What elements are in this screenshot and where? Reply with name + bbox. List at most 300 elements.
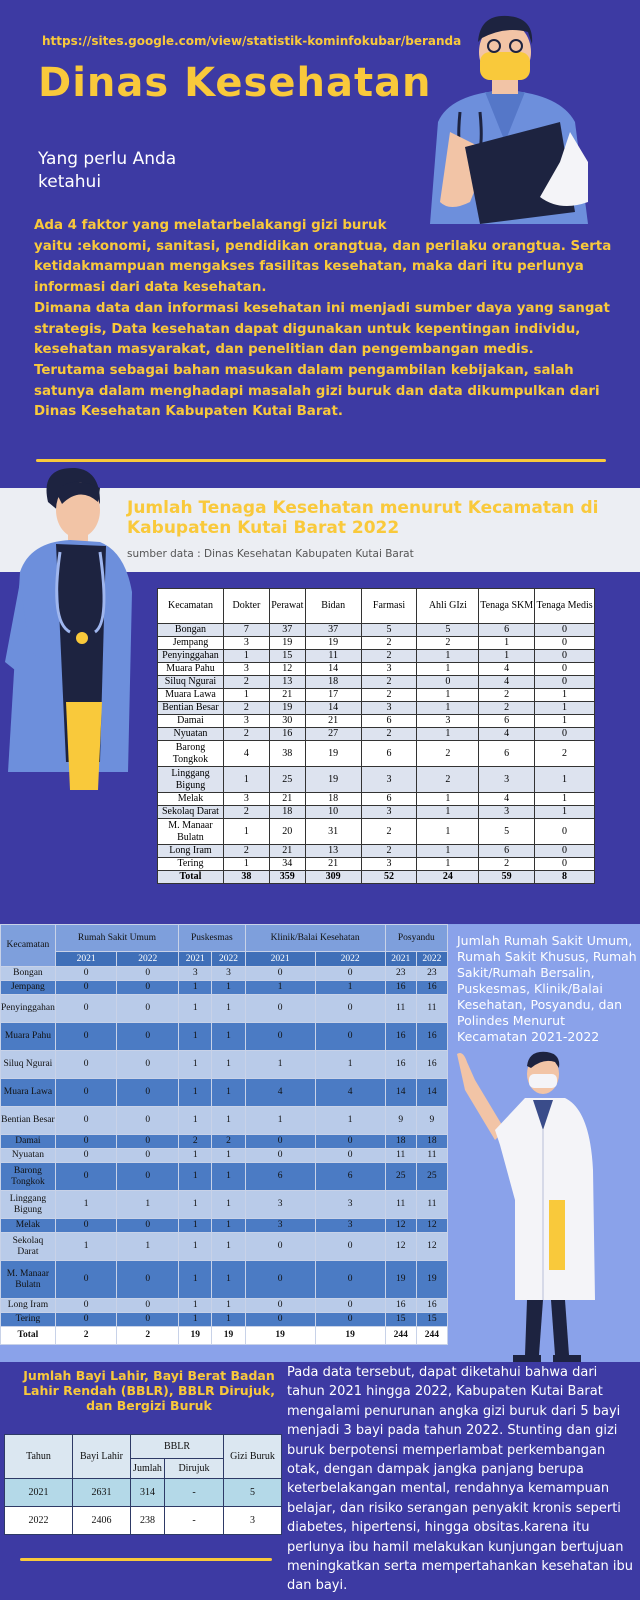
col-header: Jumlah (131, 1459, 165, 1479)
table-cell: 25 (416, 1163, 447, 1191)
table-cell: 0 (117, 1135, 179, 1149)
table-cell: 12 (385, 1233, 416, 1261)
row-label-cell: Sekolaq Darat (1, 1233, 56, 1261)
table-cell: 16 (385, 1051, 416, 1079)
table-cell: 2 (535, 741, 595, 767)
table-cell: 14 (305, 702, 361, 715)
table-row (158, 845, 595, 858)
table-cell: 3 (315, 1191, 385, 1219)
table-row (158, 715, 595, 728)
table-cell: 0 (315, 1261, 385, 1299)
table-cell: 2 (417, 637, 479, 650)
table-cell: 1 (417, 728, 479, 741)
fasilitas-caption: Jumlah Rumah Sakit Umum, Rumah Sakit Khusus, Rumah Sakit/Rumah Bersalin, Puskesmas, Klinik/Balai Kesehatan, Posyandu, dan Polindes Menurut Kecamatan 2021-2022 (457, 933, 637, 1044)
table-cell: 16 (416, 981, 447, 995)
table-cell: 2 (223, 702, 269, 715)
col-header: Tenaga Medis (535, 589, 595, 624)
table-cell: 1 (212, 1299, 245, 1313)
table-cell: 3 (223, 663, 269, 676)
table-cell: 2 (361, 728, 417, 741)
table-cell: 4 (479, 728, 535, 741)
total-cell: 59 (479, 871, 535, 884)
table-cell: 18 (305, 793, 361, 806)
table-cell: 27 (305, 728, 361, 741)
table-cell: 6 (315, 1163, 385, 1191)
table-cell: 0 (55, 981, 117, 995)
row-label-cell: Nyuatan (158, 728, 224, 741)
row-label-cell: Tering (158, 858, 224, 871)
table-cell: 19 (416, 1261, 447, 1299)
total-cell: 8 (535, 871, 595, 884)
table-cell: 2 (223, 676, 269, 689)
table-cell: 16 (416, 1051, 447, 1079)
table-cell: 0 (535, 650, 595, 663)
table-cell: 0 (245, 1313, 315, 1327)
table-cell: 3 (315, 1219, 385, 1233)
row-label-cell: Sekolaq Darat (158, 806, 224, 819)
table-cell: 0 (535, 858, 595, 871)
table-row (158, 793, 595, 806)
row-label-cell: M. Manaar Bulatn (158, 819, 224, 845)
table-cell: 5 (417, 624, 479, 637)
table-cell: 2 (361, 637, 417, 650)
table-cell: 0 (245, 967, 315, 981)
col-header: Dirujuk (165, 1459, 224, 1479)
table-total-row (1, 1327, 448, 1345)
row-label-cell: Long Iram (1, 1299, 56, 1313)
table-cell: 11 (416, 995, 447, 1023)
table-cell: 0 (117, 1163, 179, 1191)
table-cell: 6 (245, 1163, 315, 1191)
table-cell: 21 (269, 845, 305, 858)
total-cell: 19 (315, 1327, 385, 1345)
table-header-row (5, 1435, 282, 1459)
table-cell: 14 (385, 1079, 416, 1107)
table-cell: 2631 (73, 1479, 131, 1507)
table-cell: 38 (269, 741, 305, 767)
table-cell: 0 (117, 1149, 179, 1163)
table-cell: 15 (385, 1313, 416, 1327)
table-row (158, 650, 595, 663)
row-label-cell: Barong Tongkok (1, 1163, 56, 1191)
table-cell: 0 (117, 1313, 179, 1327)
table-cell: 3 (223, 637, 269, 650)
table-cell: 15 (416, 1313, 447, 1327)
table-cell: 2406 (73, 1507, 131, 1535)
col-header: Ahli GIzi (417, 589, 479, 624)
table-cell: 23 (416, 967, 447, 981)
table-cell: 9 (385, 1107, 416, 1135)
table-cell: 16 (416, 1023, 447, 1051)
table-cell: 0 (245, 1149, 315, 1163)
tenaga-kesehatan-title: Jumlah Tenaga Kesehatan menurut Kecamatan di Kabupaten Kutai Barat 2022 (127, 498, 599, 538)
table-cell: 1 (212, 1079, 245, 1107)
table-cell: 1 (212, 1261, 245, 1299)
row-label-cell: Long Iram (158, 845, 224, 858)
table-cell: 0 (117, 967, 179, 981)
row-label-cell: Bentian Besar (1, 1107, 56, 1135)
table-row (1, 1261, 448, 1299)
total-cell: 52 (361, 871, 417, 884)
female-doctor-illustration (0, 462, 140, 790)
tenaga-kesehatan-table (157, 588, 595, 884)
row-label-cell: Penyinggahan (158, 650, 224, 663)
col-header: Posyandu (385, 925, 447, 952)
table-cell: 16 (416, 1299, 447, 1313)
total-cell: 244 (416, 1327, 447, 1345)
table-cell: 18 (416, 1135, 447, 1149)
table-cell: 11 (385, 1191, 416, 1219)
table-cell: 14 (305, 663, 361, 676)
table-cell: 16 (385, 1299, 416, 1313)
table-cell: 2 (417, 767, 479, 793)
table-cell: 1 (315, 981, 385, 995)
table-cell: 0 (535, 663, 595, 676)
table-cell: 1 (212, 1163, 245, 1191)
total-cell: 2 (55, 1327, 117, 1345)
table-cell: 0 (535, 819, 595, 845)
total-cell: 24 (417, 871, 479, 884)
row-label-cell: Penyinggahan (1, 995, 56, 1023)
table-cell: 16 (385, 1023, 416, 1051)
table-cell: 1 (212, 1191, 245, 1219)
table-cell: 1 (479, 650, 535, 663)
total-cell: 19 (245, 1327, 315, 1345)
table-cell: 1 (223, 819, 269, 845)
table-cell: 30 (269, 715, 305, 728)
table-cell: 1 (212, 995, 245, 1023)
table-total-row (158, 871, 595, 884)
col-header: Perawat (269, 589, 305, 624)
table-cell: 0 (117, 1299, 179, 1313)
total-label-cell: Total (1, 1327, 56, 1345)
table-cell: 0 (117, 995, 179, 1023)
table-row (1, 1079, 448, 1107)
table-cell: 238 (131, 1507, 165, 1535)
table-row (158, 663, 595, 676)
table-cell: 3 (417, 715, 479, 728)
table-cell: 12 (385, 1219, 416, 1233)
table-cell: 4 (315, 1079, 385, 1107)
table-cell: 1 (212, 1051, 245, 1079)
table-cell: 1 (245, 1107, 315, 1135)
col-header: Farmasi (361, 589, 417, 624)
table-cell: 0 (117, 1107, 179, 1135)
source-url[interactable]: https://sites.google.com/view/statistik-kominfokubar/beranda (42, 34, 462, 48)
table-cell: 0 (245, 1233, 315, 1261)
table-cell: 0 (117, 1051, 179, 1079)
col-header: Bayi Lahir (73, 1435, 131, 1479)
table-cell: 2 (223, 806, 269, 819)
table-cell: 5 (224, 1479, 282, 1507)
table-row (1, 1135, 448, 1149)
table-cell: 2 (417, 741, 479, 767)
row-label-cell: Bongan (158, 624, 224, 637)
table-cell: 18 (385, 1135, 416, 1149)
table-cell: 18 (269, 806, 305, 819)
table-cell: 0 (117, 1261, 179, 1299)
table-cell: 0 (315, 1149, 385, 1163)
row-label-cell: Nyuatan (1, 1149, 56, 1163)
row-label-cell: Siluq Ngurai (158, 676, 224, 689)
table-cell: 5 (361, 624, 417, 637)
table-cell: 31 (305, 819, 361, 845)
table-cell: 12 (416, 1219, 447, 1233)
row-label-cell: Muara Pahu (1, 1023, 56, 1051)
male-doctor-illustration (455, 1050, 605, 1362)
table-row (1, 1107, 448, 1135)
doctor-with-clipboard-illustration (410, 12, 600, 224)
total-cell: 38 (223, 871, 269, 884)
table-cell: 1 (535, 806, 595, 819)
table-cell: 3 (479, 806, 535, 819)
table-cell: 4 (479, 676, 535, 689)
table-cell: 19 (385, 1261, 416, 1299)
year-cell: 2022 (5, 1507, 73, 1535)
row-label-cell: Linggang Bigung (158, 767, 224, 793)
table-cell: 1 (179, 1299, 212, 1313)
table-cell: 2 (223, 728, 269, 741)
total-cell: 244 (385, 1327, 416, 1345)
year-header: 2022 (212, 952, 245, 967)
row-label-cell: Muara Lawa (158, 689, 224, 702)
table-cell: 1 (245, 981, 315, 995)
fasilitas-kesehatan-table (0, 924, 448, 1345)
table-cell: 2 (361, 689, 417, 702)
table-cell: 6 (479, 845, 535, 858)
table-cell: 0 (315, 995, 385, 1023)
table-cell: 6 (479, 624, 535, 637)
table-cell: 1 (179, 1233, 212, 1261)
table-cell: 2 (479, 689, 535, 702)
table-cell: 1 (315, 1107, 385, 1135)
total-cell: 2 (117, 1327, 179, 1345)
table-row (1, 1191, 448, 1219)
table-cell: 0 (55, 1079, 117, 1107)
table-cell: 3 (361, 663, 417, 676)
table-cell: 1 (212, 1233, 245, 1261)
table-cell: 19 (269, 702, 305, 715)
table-cell: 12 (416, 1233, 447, 1261)
table-cell: 3 (361, 858, 417, 871)
table-cell: 34 (269, 858, 305, 871)
table-cell: 1 (223, 858, 269, 871)
page-title: Dinas Kesehatan (38, 60, 432, 106)
table-cell: 3 (245, 1191, 315, 1219)
table-cell: 1 (212, 1149, 245, 1163)
table-cell: 0 (55, 1163, 117, 1191)
table-cell: 1 (179, 1079, 212, 1107)
bayi-table (4, 1434, 282, 1535)
year-header: 2022 (315, 952, 385, 967)
table-row (158, 819, 595, 845)
table-cell: 0 (535, 624, 595, 637)
table-cell: 0 (535, 728, 595, 741)
table-row (158, 689, 595, 702)
table-cell: 3 (179, 967, 212, 981)
table-header-row (1, 925, 448, 952)
table-cell: 25 (269, 767, 305, 793)
table-cell: 18 (305, 676, 361, 689)
row-label-cell: Muara Pahu (158, 663, 224, 676)
table-cell: 2 (479, 858, 535, 871)
subtitle: Yang perlu Anda ketahui (38, 149, 177, 192)
table-cell: 1 (179, 1107, 212, 1135)
table-row (158, 767, 595, 793)
table-row (158, 728, 595, 741)
table-cell: 1 (417, 702, 479, 715)
table-cell: 1 (179, 1023, 212, 1051)
table-cell: 3 (245, 1219, 315, 1233)
row-label-cell: Damai (158, 715, 224, 728)
table-cell: 0 (55, 1135, 117, 1149)
table-cell: 4 (245, 1079, 315, 1107)
year-header: 2021 (385, 952, 416, 967)
table-cell: 1 (223, 767, 269, 793)
table-cell: 20 (269, 819, 305, 845)
table-cell: 0 (117, 1219, 179, 1233)
table-cell: 1 (223, 689, 269, 702)
table-cell: 0 (315, 1023, 385, 1051)
table-cell: 21 (269, 793, 305, 806)
table-cell: 25 (385, 1163, 416, 1191)
table-cell: - (165, 1479, 224, 1507)
table-cell: 11 (416, 1191, 447, 1219)
table-cell: 0 (55, 1313, 117, 1327)
table-cell: 4 (479, 663, 535, 676)
total-cell: 359 (269, 871, 305, 884)
table-cell: 3 (223, 793, 269, 806)
table-cell: - (165, 1507, 224, 1535)
table-cell: 1 (417, 819, 479, 845)
divider-line (20, 1558, 272, 1561)
table-cell: 1 (535, 793, 595, 806)
table-cell: 3 (361, 767, 417, 793)
table-cell: 0 (245, 1261, 315, 1299)
table-cell: 13 (269, 676, 305, 689)
col-header: Dokter (223, 589, 269, 624)
total-cell: 19 (179, 1327, 212, 1345)
table-cell: 16 (269, 728, 305, 741)
table-cell: 6 (479, 741, 535, 767)
col-header: Puskesmas (179, 925, 246, 952)
table-cell: 4 (223, 741, 269, 767)
row-label-cell: Melak (158, 793, 224, 806)
row-label-cell: Bongan (1, 967, 56, 981)
col-header: Gizi Buruk (224, 1435, 282, 1479)
table-cell: 7 (223, 624, 269, 637)
table-cell: 0 (245, 1023, 315, 1051)
table-cell: 1 (535, 689, 595, 702)
table-cell: 0 (535, 637, 595, 650)
table-row (158, 858, 595, 871)
table-cell: 3 (361, 702, 417, 715)
table-row (1, 967, 448, 981)
table-cell: 14 (416, 1079, 447, 1107)
table-cell: 0 (417, 676, 479, 689)
table-cell: 1 (55, 1233, 117, 1261)
table-cell: 0 (535, 676, 595, 689)
table-cell: 1 (212, 1023, 245, 1051)
table-cell: 11 (305, 650, 361, 663)
table-cell: 2 (179, 1135, 212, 1149)
table-cell: 15 (269, 650, 305, 663)
table-cell: 21 (305, 858, 361, 871)
table-cell: 1 (179, 981, 212, 995)
year-header: 2021 (245, 952, 315, 967)
table-cell: 1 (212, 1219, 245, 1233)
table-cell: 2 (361, 650, 417, 663)
row-label-cell: Tering (1, 1313, 56, 1327)
table-cell: 1 (479, 637, 535, 650)
table-cell: 3 (361, 806, 417, 819)
table-cell: 2 (223, 845, 269, 858)
total-cell: 19 (212, 1327, 245, 1345)
table-cell: 11 (385, 995, 416, 1023)
row-label-cell: Damai (1, 1135, 56, 1149)
table-cell: 1 (179, 1261, 212, 1299)
table-cell: 3 (212, 967, 245, 981)
table-cell: 2 (361, 845, 417, 858)
table-cell: 10 (305, 806, 361, 819)
table-cell: 1 (55, 1191, 117, 1219)
table-cell: 19 (305, 767, 361, 793)
table-cell: 314 (131, 1479, 165, 1507)
year-header: 2022 (416, 952, 447, 967)
table-cell: 13 (305, 845, 361, 858)
table-cell: 0 (245, 1299, 315, 1313)
table-row (1, 1163, 448, 1191)
table-header-row (158, 589, 595, 624)
table-cell: 0 (55, 1023, 117, 1051)
table-cell: 1 (179, 1149, 212, 1163)
table-cell: 0 (55, 967, 117, 981)
table-row (1, 1023, 448, 1051)
table-cell: 12 (269, 663, 305, 676)
col-header: Kecamatan (1, 925, 56, 967)
row-label-cell: Melak (1, 1219, 56, 1233)
bayi-title: Jumlah Bayi Lahir, Bayi Berat Badan Lahir Rendah (BBLR), BBLR Dirujuk, dan Bergizi Buruk (23, 1368, 275, 1413)
table-cell: 1 (535, 702, 595, 715)
table-cell: 1 (212, 1313, 245, 1327)
table-row (1, 1219, 448, 1233)
total-label-cell: Total (158, 871, 224, 884)
table-cell: 21 (269, 689, 305, 702)
table-row (158, 806, 595, 819)
table-cell: 16 (385, 981, 416, 995)
table-row (158, 676, 595, 689)
row-label-cell: Barong Tongkok (158, 741, 224, 767)
table-cell: 0 (55, 1299, 117, 1313)
table-cell: 0 (117, 1079, 179, 1107)
table-cell: 0 (55, 1219, 117, 1233)
table-cell: 0 (245, 995, 315, 1023)
table-cell: 1 (535, 767, 595, 793)
row-label-cell: Muara Lawa (1, 1079, 56, 1107)
table-row (1, 1051, 448, 1079)
table-row (158, 637, 595, 650)
row-label-cell: Jempang (158, 637, 224, 650)
row-label-cell: Linggang Bigung (1, 1191, 56, 1219)
table-cell: 19 (269, 637, 305, 650)
table-cell: 1 (223, 650, 269, 663)
table-row (158, 741, 595, 767)
table-cell: 21 (305, 715, 361, 728)
table-cell: 11 (416, 1149, 447, 1163)
year-header: 2022 (117, 952, 179, 967)
table-cell: 6 (361, 715, 417, 728)
table-cell: 1 (417, 689, 479, 702)
